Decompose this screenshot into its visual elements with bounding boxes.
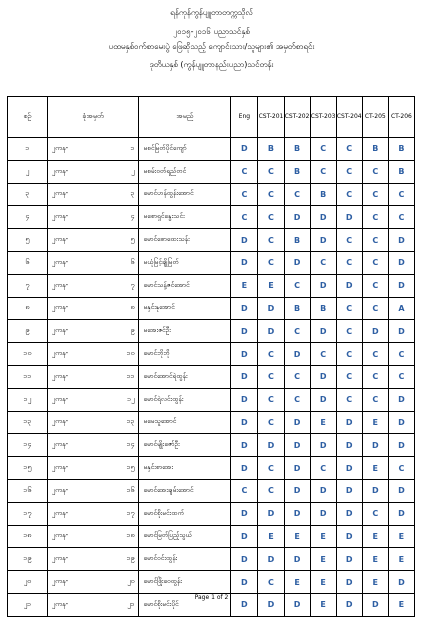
grade-eng: C [231,206,258,229]
row-number: ၁၈ [8,525,48,548]
row-number: ၁၇ [8,502,48,525]
row-number: ၂ [8,160,48,183]
grade-ct206: A [388,297,414,320]
row-number: ၁၁ [8,365,48,388]
grade-cst204: D [336,411,362,434]
grade-ct205: C [362,502,388,525]
grade-cst203: E [310,548,336,571]
roll-prefix: ၂ကန- [51,508,69,517]
grade-eng: C [231,183,258,206]
grade-ct205: E [362,525,388,548]
table-row [8,343,415,366]
col-header-roll: ခုံအမှတ် [47,97,139,138]
grade-ct205: C [362,229,388,252]
table-row [8,229,415,252]
grade-ct205: E [362,457,388,480]
grade-cst203: D [310,365,336,388]
grade-cst204: D [336,434,362,457]
col-header-cst203: CST-203 [310,97,336,138]
roll-number [47,457,139,480]
roll-digit: ၁၂ [127,394,135,403]
roll-number [47,388,139,411]
roll-digit: ၅ [130,235,135,244]
roll-prefix: ၂ကန- [51,326,69,335]
table-row [8,502,415,525]
grade-cst201: C [258,251,284,274]
grade-cst202: B [284,138,310,161]
row-number: ၂၁ [8,593,48,616]
grade-cst204: D [336,479,362,502]
student-name: မောင်ဝင်းထွန်း [139,548,231,571]
roll-number [47,365,139,388]
row-number: ၃ [8,183,48,206]
row-number: ၉ [8,320,48,343]
grade-cst202: D [284,479,310,502]
grade-cst201: E [258,274,284,297]
grade-ct206: E [388,593,414,616]
grade-ct205: C [362,274,388,297]
roll-number [47,411,139,434]
grade-cst204: C [336,388,362,411]
roll-digit: ၄ [130,212,135,221]
table-row [8,206,415,229]
roll-prefix: ၂ကန- [51,349,69,358]
col-header-ct205: CT-205 [362,97,388,138]
student-name: မောင်မျိုးဇော်ဦး [139,434,231,457]
grade-ct206: D [388,411,414,434]
grade-cst202: C [284,365,310,388]
grade-cst204: C [336,183,362,206]
grade-cst202: C [284,183,310,206]
grade-ct206: D [388,320,414,343]
grade-cst203: E [310,525,336,548]
roll-number [47,343,139,366]
roll-number [47,206,139,229]
student-name: မောင်မြတ်ပြည့်သွယ် [139,525,231,548]
grade-eng: C [231,160,258,183]
grade-ct206: C [388,206,414,229]
roll-prefix: ၂ကန- [51,212,69,221]
row-number: ၁၆ [8,479,48,502]
roll-digit: ၃ [130,189,135,198]
grade-ct206: E [388,548,414,571]
grade-cst202: D [284,593,310,616]
grade-ct206: C [388,183,414,206]
grade-ct205: C [362,343,388,366]
grade-cst203: D [310,388,336,411]
student-name: မောင်စောထေးသန်း [139,229,231,252]
grade-ct206: D [388,274,414,297]
grade-cst204: C [336,343,362,366]
row-number: ၅ [8,229,48,252]
roll-prefix: ၂ကန- [51,463,69,472]
grade-ct205: C [362,251,388,274]
grade-cst204: C [336,160,362,183]
grade-cst204: C [336,365,362,388]
student-name: မနှင်းစာအေး [139,457,231,480]
grade-eng: D [231,343,258,366]
student-name: မောင်ဘိုဘို [139,343,231,366]
grade-cst202: D [284,343,310,366]
table-header-row [8,97,415,138]
roll-prefix: ၂ကန- [51,577,69,586]
grade-cst202: D [284,411,310,434]
student-name: မောင်ရဲလင်းထွန်း [139,388,231,411]
roll-prefix: ၂ကန- [51,303,69,312]
grade-eng: D [231,593,258,616]
roll-prefix: ၂ကန- [51,440,69,449]
table-row [8,274,415,297]
grade-eng: D [231,548,258,571]
roll-prefix: ၂ကန- [51,257,69,266]
grade-cst204: D [336,457,362,480]
grade-ct206: B [388,160,414,183]
grade-cst202: E [284,525,310,548]
roll-digit: ၁၈ [126,531,135,540]
grade-cst203: D [310,502,336,525]
grade-eng: D [231,320,258,343]
row-number: ၁၀ [8,343,48,366]
grade-ct205: C [362,365,388,388]
grade-cst203: D [310,229,336,252]
student-name: မမေသူအောင် [139,411,231,434]
col-header-name: အမည် [139,97,231,138]
grade-cst201: E [258,525,284,548]
roll-digit: ၁၆ [126,485,135,494]
grade-ct205: D [362,479,388,502]
row-number: ၁၅ [8,457,48,480]
grade-cst203: C [310,160,336,183]
roll-prefix: ၂ကန- [51,280,69,289]
grade-ct206: D [388,434,414,457]
roll-number [47,502,139,525]
student-name: မောင်သန့်ဇင်အောင် [139,274,231,297]
grade-ct206: C [388,343,414,366]
table-row [8,388,415,411]
grade-cst204: D [336,571,362,594]
roll-number [47,434,139,457]
student-name: မောင်စိုးမင်းထက် [139,502,231,525]
grade-ct206: B [388,138,414,161]
student-name: မနှင်းနုအောင် [139,297,231,320]
grade-ct206: C [388,365,414,388]
row-number: ၄ [8,206,48,229]
grade-cst201: C [258,206,284,229]
grade-cst204: C [336,297,362,320]
grade-ct205: D [362,320,388,343]
grade-ct205: C [362,388,388,411]
grade-ct206: D [388,502,414,525]
exam-title: ပထမနှစ်ဝက်စာမေးပွဲ ဖြေဆိုသည့် ကျောင်းသား/သူများ၏ အမှတ်စာရင်း [108,42,315,51]
roll-prefix: ၂ကန- [51,189,69,198]
grade-cst201: C [258,457,284,480]
grade-ct205: B [362,138,388,161]
grade-ct205: E [362,571,388,594]
col-header-eng: Eng [231,97,258,138]
table-row [8,160,415,183]
results-table [7,96,415,617]
roll-digit: ၈ [130,303,135,312]
roll-prefix: ၂ကန- [51,531,69,540]
grade-cst201: D [258,297,284,320]
student-name: မောင်ဟန်ထွန်းအောင် [139,183,231,206]
student-name: မောင်အောင်ရဲထွန်း [139,365,231,388]
table-row [8,434,415,457]
roll-digit: ၁၁ [126,371,135,380]
grade-eng: D [231,434,258,457]
grade-cst203: B [310,183,336,206]
grade-ct206: C [388,457,414,480]
roll-prefix: ၂ကန- [51,394,69,403]
grade-eng: D [231,525,258,548]
grade-cst201: C [258,365,284,388]
roll-prefix: ၂ကန- [51,417,69,426]
roll-digit: ၉ [130,326,135,335]
row-number: ၁၄ [8,434,48,457]
grade-cst201: B [258,138,284,161]
table-row [8,457,415,480]
grade-cst204: C [336,320,362,343]
grade-cst203: D [310,434,336,457]
grade-cst201: C [258,479,284,502]
row-number: ၇ [8,274,48,297]
roll-digit: ၁၉ [126,554,135,563]
roll-number [47,320,139,343]
roll-digit: ၂ [131,166,135,175]
student-name: မယုံမြင့်ချိုမြတ် [139,251,231,274]
table-row [8,411,415,434]
col-header-no: စဉ် [8,97,48,138]
student-name: မစင်မြတ်ပိုင်ကျော် [139,138,231,161]
grade-ct206: D [388,251,414,274]
grade-cst203: C [310,457,336,480]
grade-eng: D [231,457,258,480]
grade-eng: D [231,138,258,161]
grade-cst203: B [310,297,336,320]
roll-digit: ၁၀ [126,349,135,358]
grade-cst203: D [310,206,336,229]
grade-ct205: C [362,206,388,229]
grade-cst201: D [258,593,284,616]
grade-eng: D [231,388,258,411]
roll-prefix: ၂ကန- [51,371,69,380]
row-number: ၁ [8,138,48,161]
grade-cst204: C [336,229,362,252]
row-number: ၆ [8,251,48,274]
grade-cst202: E [284,571,310,594]
student-name: မောင်စိုးမင်းပိုင် [139,593,231,616]
grade-cst204: D [336,274,362,297]
grade-cst204: D [336,548,362,571]
grade-cst201: C [258,183,284,206]
table-row [8,251,415,274]
table-row [8,183,415,206]
student-name: မအေးဇင်ဦး [139,320,231,343]
grade-cst201: D [258,548,284,571]
grade-cst203: D [310,320,336,343]
roll-digit: ၂၀ [127,577,135,586]
grade-cst203: E [310,593,336,616]
table-row [8,571,415,594]
grade-cst201: C [258,160,284,183]
roll-prefix: ၂ကန- [51,143,69,152]
page-footer: Page 1 of 2 [194,594,229,601]
roll-number [47,251,139,274]
grade-cst201: C [258,411,284,434]
row-number: ၂၀ [8,571,48,594]
grade-cst201: C [258,571,284,594]
table-row [8,479,415,502]
grade-eng: D [231,297,258,320]
roll-prefix: ၂ကန- [51,485,69,494]
grade-cst204: D [336,206,362,229]
grade-cst204: C [336,138,362,161]
grade-eng: D [231,251,258,274]
grade-ct205: D [362,593,388,616]
col-header-cst201: CST-201 [258,97,284,138]
grade-eng: D [231,365,258,388]
table-row [8,365,415,388]
grade-cst202: B [284,160,310,183]
roll-prefix: ၂ကန- [51,166,69,175]
table-row [8,525,415,548]
grade-cst204: C [336,251,362,274]
grade-eng: D [231,411,258,434]
table-row [8,297,415,320]
roll-number [47,229,139,252]
grade-cst202: C [284,274,310,297]
grade-eng: E [231,274,258,297]
grade-cst202: D [284,206,310,229]
grade-ct206: D [388,388,414,411]
grade-cst204: D [336,502,362,525]
grade-cst203: D [310,479,336,502]
student-name: မစောရှင်နွေးသင်း [139,206,231,229]
grade-ct205: D [362,434,388,457]
grade-cst201: C [258,229,284,252]
grade-ct206: D [388,479,414,502]
roll-number [47,274,139,297]
row-number: ၈ [8,297,48,320]
grade-eng: D [231,571,258,594]
roll-digit: ၁၇ [126,508,135,517]
grade-ct206: D [388,229,414,252]
grade-cst201: C [258,343,284,366]
grade-ct206: E [388,525,414,548]
roll-digit: ၇ [130,280,135,289]
col-header-cst204: CST-204 [336,97,362,138]
roll-digit: ၁၅ [126,463,135,472]
roll-number [47,479,139,502]
student-name: မောင်အေးချမ်းအောင် [139,479,231,502]
grade-ct205: C [362,183,388,206]
row-number: ၁၂ [8,388,48,411]
roll-number [47,183,139,206]
grade-cst202: B [284,229,310,252]
grade-cst202: C [284,320,310,343]
grade-eng: D [231,229,258,252]
grade-cst202: B [284,297,310,320]
roll-digit: ၆ [130,257,135,266]
roll-prefix: ၂ကန- [51,599,69,608]
roll-number [47,160,139,183]
roll-prefix: ၂ကန- [51,235,69,244]
grade-cst202: D [284,548,310,571]
grade-cst201: D [258,502,284,525]
grade-ct206: D [388,571,414,594]
grade-cst204: D [336,525,362,548]
col-header-ct206: CT-206 [388,97,414,138]
grade-cst202: C [284,388,310,411]
roll-number [47,138,139,161]
grade-ct205: E [362,548,388,571]
grade-cst203: C [310,251,336,274]
academic-year: ၂၀၁၅-၂၀၁၆ ပညာသင်နှစ် [173,27,250,36]
table-row [8,320,415,343]
roll-digit: ၁၄ [126,440,135,449]
roll-number [47,297,139,320]
grade-cst202: D [284,434,310,457]
grade-cst202: D [284,251,310,274]
table-row [8,138,415,161]
grade-ct205: E [362,411,388,434]
grade-cst201: D [258,320,284,343]
grade-eng: D [231,502,258,525]
grade-cst202: D [284,457,310,480]
grade-cst203: D [310,274,336,297]
roll-number [47,571,139,594]
grade-cst203: C [310,343,336,366]
university-title: ရန်ကုန်ကွန်ပျူတာတက္ကသိုလ် [170,8,253,17]
roll-digit: ၁ [130,143,135,152]
grade-ct205: C [362,160,388,183]
row-number: ၁၉ [8,548,48,571]
grade-cst203: E [310,411,336,434]
col-header-cst202: CST-202 [284,97,310,138]
grade-cst203: E [310,571,336,594]
roll-prefix: ၂ကန- [51,554,69,563]
roll-digit: ၁၃ [126,417,135,426]
grade-cst201: C [258,388,284,411]
student-name: မစမ်းဝတ်ရည်တင် [139,160,231,183]
roll-number [47,548,139,571]
table-row [8,548,415,571]
grade-cst203: C [310,138,336,161]
row-number: ၁၃ [8,411,48,434]
course-title: ဒုတိယနှစ် (ကွန်ပျူတာနည်းပညာ)သင်တန်း [149,60,274,69]
student-name: မောင်ဖြိုးဝေထွန်း [139,571,231,594]
grade-cst204: D [336,593,362,616]
grade-eng: C [231,479,258,502]
grade-cst202: D [284,502,310,525]
grade-ct205: C [362,297,388,320]
roll-number [47,525,139,548]
grade-cst201: D [258,434,284,457]
roll-digit: ၂၁ [127,599,135,608]
